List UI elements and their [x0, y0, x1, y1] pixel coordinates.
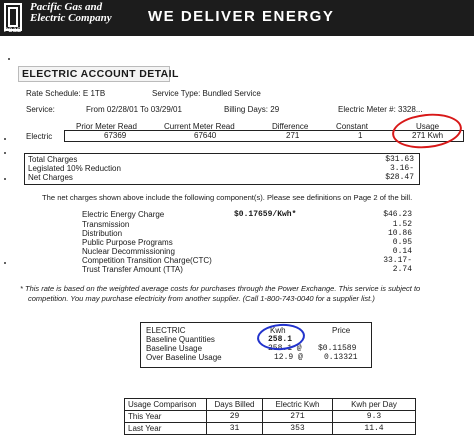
meter-header-constant: Constant: [336, 122, 369, 131]
baseline-row-label: Over Baseline Usage: [146, 353, 222, 362]
comparison-header: Electric Kwh: [263, 399, 333, 411]
totals-label: Legislated 10% Reduction: [28, 164, 121, 173]
component-label: Transmission: [82, 220, 130, 229]
footnote-line: competition. You may purchase electricity from another supplier. (Call 1-800-743-0040 for a supplier list.): [28, 294, 375, 303]
margin-mark: [8, 58, 10, 60]
component-value: 10.86: [387, 229, 412, 238]
footnote-line: * This rate is based on the weighted average costs for purchases through the Power Exchange. This service is subject to: [20, 284, 421, 293]
page-title: ELECTRIC ACCOUNT DETAIL: [22, 68, 179, 80]
header-banner: [0, 0, 474, 36]
component-rate: $0.17659/Kwh*: [234, 210, 297, 219]
margin-mark: [4, 262, 6, 264]
meter-current-value: 67640: [194, 131, 217, 140]
service-label: Service:: [26, 105, 55, 114]
comparison-cell: 353: [263, 423, 333, 435]
logo-subtext: PG&E: [4, 28, 22, 34]
service-type: Service Type: Bundled Service: [152, 89, 261, 98]
comparison-header: Kwh per Day: [333, 399, 416, 411]
red-annotation-circle: [390, 110, 463, 151]
component-label: Electric Energy Charge: [82, 210, 165, 219]
comparison-cell: 31: [207, 423, 263, 435]
meter-prior-value: 67369: [104, 131, 127, 140]
component-value: 1.52: [392, 220, 412, 229]
baseline-row-kwh: 258.1 @: [268, 344, 302, 353]
baseline-title: ELECTRIC: [146, 326, 186, 335]
baseline-row-kwh: 258.1: [268, 335, 293, 344]
meter-row-label: Electric: [26, 132, 53, 141]
components-note: The net charges shown above include the following component(s). Please see definitions on Page 2 of the bill.: [42, 193, 413, 202]
baseline-kwh-header: Kwh: [270, 326, 286, 335]
comparison-header: Days Billed: [207, 399, 263, 411]
table-row: [125, 411, 416, 423]
totals-value: $31.63: [385, 155, 414, 164]
margin-mark: [4, 178, 6, 180]
comparison-cell: 11.4: [333, 423, 416, 435]
baseline-row-label: Baseline Quantities: [146, 335, 215, 344]
margin-mark: [4, 138, 6, 140]
comparison-cell: 9.3: [333, 411, 416, 423]
comparison-cell: This Year: [125, 411, 207, 423]
meter-usage-value: 271 Kwh: [412, 131, 444, 140]
service-period: From 02/28/01 To 03/29/01: [86, 105, 182, 114]
meter-header-difference: Difference: [272, 122, 309, 131]
baseline-row-price: 0.13321: [324, 353, 358, 362]
table-row: [125, 423, 416, 435]
usage-comparison-table: [124, 398, 416, 435]
meter-header-current: Current Meter Read: [164, 122, 235, 131]
component-label: Trust Transfer Amount (TTA): [82, 265, 183, 274]
billing-days: Billing Days: 29: [224, 105, 280, 114]
baseline-row-label: Baseline Usage: [146, 344, 203, 353]
component-value: 0.14: [392, 247, 412, 256]
component-label: Nuclear Decommissioning: [82, 247, 175, 256]
baseline-row-kwh: 12.9 @: [274, 353, 303, 362]
component-value: $46.23: [383, 210, 412, 219]
comparison-cell: 29: [207, 411, 263, 423]
component-label: Competition Transition Charge(CTC): [82, 256, 212, 265]
meter-header-prior: Prior Meter Read: [76, 122, 137, 131]
component-value: 2.74: [392, 265, 412, 274]
totals-value: 3.16-: [389, 164, 414, 173]
meter-header-usage: Usage: [416, 122, 440, 131]
meter-number: Electric Meter #: 3328...: [338, 105, 423, 114]
comparison-cell: Last Year: [125, 423, 207, 435]
totals-label: Total Charges: [28, 155, 78, 164]
company-name: Pacific Gas and Electric Company: [30, 1, 112, 24]
baseline-price-header: Price: [332, 326, 351, 335]
component-label: Distribution: [82, 229, 123, 238]
pge-logo-icon: [4, 3, 22, 31]
meter-constant-value: 1: [358, 131, 363, 140]
totals-value: $28.47: [385, 173, 414, 182]
tagline: WE DELIVER ENERGY: [148, 8, 335, 25]
rate-schedule: Rate Schedule: E 1TB: [26, 89, 106, 98]
component-label: Public Purpose Programs: [82, 238, 173, 247]
meter-difference-value: 271: [286, 131, 300, 140]
component-value: 0.95: [392, 238, 412, 247]
totals-label: Net Charges: [28, 173, 73, 182]
comparison-cell: 271: [263, 411, 333, 423]
baseline-row-price: $0.11589: [318, 344, 357, 353]
comparison-header: Usage Comparison: [125, 399, 207, 411]
component-value: 33.17-: [383, 256, 412, 265]
table-row: [125, 399, 416, 411]
margin-mark: [4, 152, 6, 154]
